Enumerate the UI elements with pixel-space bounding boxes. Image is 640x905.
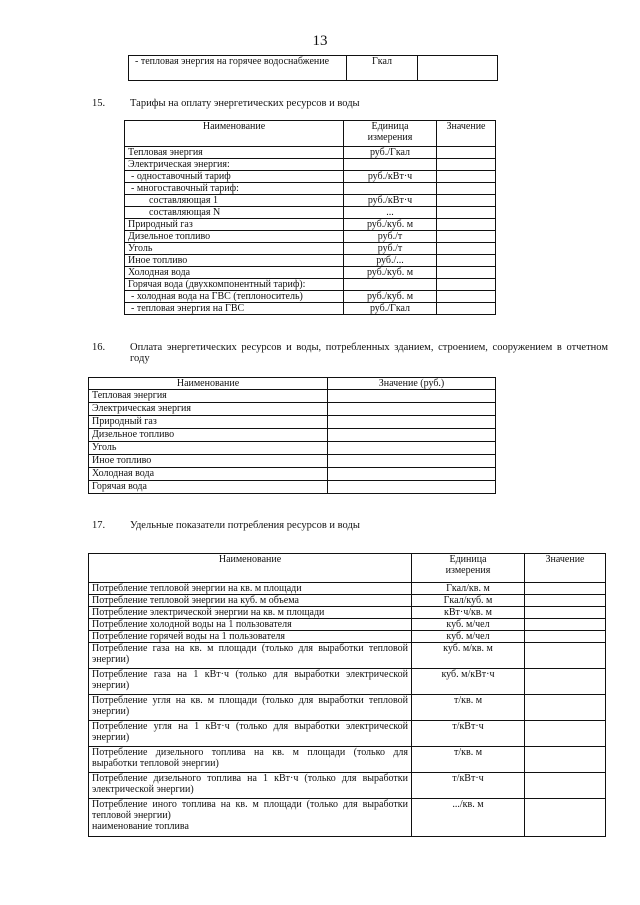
table-row	[125, 267, 496, 279]
table-row	[89, 481, 496, 494]
row-value	[328, 403, 496, 416]
row-value	[437, 183, 496, 195]
table-row	[125, 291, 496, 303]
row-name: - одноставочный тариф	[125, 171, 344, 183]
section-16-title: Оплата энергетических ресурсов и воды, потребленных зданием, строением, сооружением в отчетном году	[130, 342, 608, 364]
row-value	[525, 773, 606, 799]
row-value	[525, 695, 606, 721]
row-name: - тепловая энергия на горячее водоснабжение	[129, 56, 347, 81]
row-name: Потребление дизельного топлива на 1 кВт·ч (только для выработки электрической энергии)	[89, 773, 412, 799]
row-name: составляющая N	[125, 207, 344, 219]
section-17-number: 17.	[92, 520, 106, 531]
row-value	[525, 721, 606, 747]
row-value	[437, 255, 496, 267]
row-unit: руб./куб. м	[344, 219, 437, 231]
row-name: Потребление холодной воды на 1 пользователя	[89, 619, 412, 631]
table-header-row	[89, 378, 496, 390]
row-name: Уголь	[125, 243, 344, 255]
row-name: Потребление горячей воды на 1 пользователя	[89, 631, 412, 643]
row-value	[437, 207, 496, 219]
table-row	[125, 183, 496, 195]
table-row	[89, 695, 606, 721]
row-unit: куб. м/кВт·ч	[412, 669, 525, 695]
row-unit	[344, 279, 437, 291]
row-value	[525, 631, 606, 643]
row-unit: .../кв. м	[412, 799, 525, 837]
row-value	[437, 159, 496, 171]
table-row	[89, 390, 496, 403]
row-value	[525, 799, 606, 837]
row-name: Уголь	[89, 442, 328, 455]
row-name: Потребление угля на кв. м площади (только для выработки тепловой энергии)	[89, 695, 412, 721]
row-value	[525, 583, 606, 595]
row-name: составляющая 1	[125, 195, 344, 207]
table-row	[89, 619, 606, 631]
row-value	[525, 619, 606, 631]
row-name: Потребление дизельного топлива на кв. м площади (только для выработки тепловой энергии)	[89, 747, 412, 773]
specific-consumption-table	[88, 553, 606, 837]
row-name: Потребление газа на 1 кВт·ч (только для выработки электрической энергии)	[89, 669, 412, 695]
section-16-number: 16.	[92, 342, 106, 353]
row-name: Горячая вода (двухкомпонентный тариф):	[125, 279, 344, 291]
row-value	[437, 231, 496, 243]
table-row	[89, 747, 606, 773]
table-row	[89, 773, 606, 799]
row-value	[525, 643, 606, 669]
header-name: Наименование	[89, 378, 328, 390]
table-row	[125, 255, 496, 267]
table-row	[125, 195, 496, 207]
header-unit: Единица измерения	[412, 554, 525, 583]
table-row	[125, 303, 496, 315]
table-row	[89, 468, 496, 481]
row-name-text: Потребление иного топлива на кв. м площади (только для выработки тепловой энергии)	[92, 799, 408, 821]
table-row	[125, 207, 496, 219]
row-unit: руб./...	[344, 255, 437, 267]
row-value	[525, 669, 606, 695]
row-name: Природный газ	[125, 219, 344, 231]
row-name: Тепловая энергия	[89, 390, 328, 403]
row-unit: руб./т	[344, 243, 437, 255]
header-value: Значение	[437, 121, 496, 147]
row-value	[437, 303, 496, 315]
row-name: Электрическая энергия	[89, 403, 328, 416]
row-unit: Гкал/куб. м	[412, 595, 525, 607]
row-name: - холодная вода на ГВС (теплоноситель)	[125, 291, 344, 303]
page-number: 13	[312, 33, 328, 49]
table-row	[129, 56, 498, 81]
row-name: - тепловая энергия на ГВС	[125, 303, 344, 315]
row-value	[437, 195, 496, 207]
row-value	[437, 291, 496, 303]
table-row	[125, 231, 496, 243]
row-name: Горячая вода	[89, 481, 328, 494]
table-row	[89, 455, 496, 468]
row-unit: руб./Гкал	[344, 147, 437, 159]
table-row	[89, 595, 606, 607]
row-name: Иное топливо	[89, 455, 328, 468]
table-row	[125, 159, 496, 171]
row-name: Электрическая энергия:	[125, 159, 344, 171]
row-value	[437, 171, 496, 183]
row-value	[525, 595, 606, 607]
row-value	[328, 390, 496, 403]
table-row	[89, 721, 606, 747]
row-unit: куб. м/чел	[412, 631, 525, 643]
table-header-row	[89, 554, 606, 583]
row-value	[437, 267, 496, 279]
top-table	[128, 55, 498, 81]
row-name: Тепловая энергия	[125, 147, 344, 159]
row-name: Дизельное топливо	[125, 231, 344, 243]
table-row	[89, 799, 606, 837]
row-unit: руб./кВт·ч	[344, 171, 437, 183]
row-name	[89, 799, 412, 837]
table-row	[89, 442, 496, 455]
row-value	[328, 429, 496, 442]
row-value	[328, 442, 496, 455]
row-unit: руб./кВт·ч	[344, 195, 437, 207]
row-name-extra: наименование топлива	[92, 821, 189, 832]
row-name: Иное топливо	[125, 255, 344, 267]
table-row	[125, 243, 496, 255]
row-value	[437, 219, 496, 231]
table-row	[89, 643, 606, 669]
tariffs-table	[124, 120, 496, 315]
section-17-title: Удельные показатели потребления ресурсов и воды	[130, 520, 360, 531]
table-row	[125, 219, 496, 231]
row-value	[328, 481, 496, 494]
row-unit: Гкал/кв. м	[412, 583, 525, 595]
payments-table	[88, 377, 496, 494]
row-value	[437, 243, 496, 255]
section-15-title: Тарифы на оплату энергетических ресурсов и воды	[130, 98, 360, 109]
row-value	[525, 607, 606, 619]
row-name: Потребление угля на 1 кВт·ч (только для выработки электрической энергии)	[89, 721, 412, 747]
row-unit: т/кв. м	[412, 695, 525, 721]
row-unit: т/кВт·ч	[412, 773, 525, 799]
header-value: Значение	[525, 554, 606, 583]
table-row	[89, 583, 606, 595]
row-name: Холодная вода	[89, 468, 328, 481]
table-row	[89, 403, 496, 416]
header-name: Наименование	[125, 121, 344, 147]
row-name: Потребление электрической энергии на кв. м площади	[89, 607, 412, 619]
table-header-row	[125, 121, 496, 147]
row-name: - многоставочный тариф:	[125, 183, 344, 195]
row-unit: т/кВт·ч	[412, 721, 525, 747]
table-row	[125, 147, 496, 159]
row-name: Потребление тепловой энергии на кв. м площади	[89, 583, 412, 595]
header-unit: Единица измерения	[344, 121, 437, 147]
row-value	[437, 279, 496, 291]
table-row	[89, 607, 606, 619]
row-unit: руб./куб. м	[344, 267, 437, 279]
row-unit: Гкал	[347, 56, 418, 81]
row-unit	[344, 159, 437, 171]
row-name: Дизельное топливо	[89, 429, 328, 442]
table-row	[89, 631, 606, 643]
row-name: Природный газ	[89, 416, 328, 429]
row-name: Потребление тепловой энергии на куб. м объема	[89, 595, 412, 607]
row-value	[418, 56, 498, 81]
row-unit: куб. м/чел	[412, 619, 525, 631]
row-name: Холодная вода	[125, 267, 344, 279]
table-row	[125, 279, 496, 291]
header-value: Значение (руб.)	[328, 378, 496, 390]
row-name: Потребление газа на кв. м площади (только для выработки тепловой энергии)	[89, 643, 412, 669]
section-15-number: 15.	[92, 98, 106, 109]
row-unit: кВт·ч/кв. м	[412, 607, 525, 619]
table-row	[125, 171, 496, 183]
row-unit: руб./куб. м	[344, 291, 437, 303]
row-unit: руб./т	[344, 231, 437, 243]
row-unit	[344, 183, 437, 195]
row-unit: ...	[344, 207, 437, 219]
row-value	[328, 416, 496, 429]
row-unit: куб. м/кв. м	[412, 643, 525, 669]
row-value	[437, 147, 496, 159]
row-unit: т/кв. м	[412, 747, 525, 773]
row-value	[328, 455, 496, 468]
header-name: Наименование	[89, 554, 412, 583]
row-unit: руб./Гкал	[344, 303, 437, 315]
table-row	[89, 416, 496, 429]
row-value	[525, 747, 606, 773]
row-value	[328, 468, 496, 481]
table-row	[89, 669, 606, 695]
table-row	[89, 429, 496, 442]
